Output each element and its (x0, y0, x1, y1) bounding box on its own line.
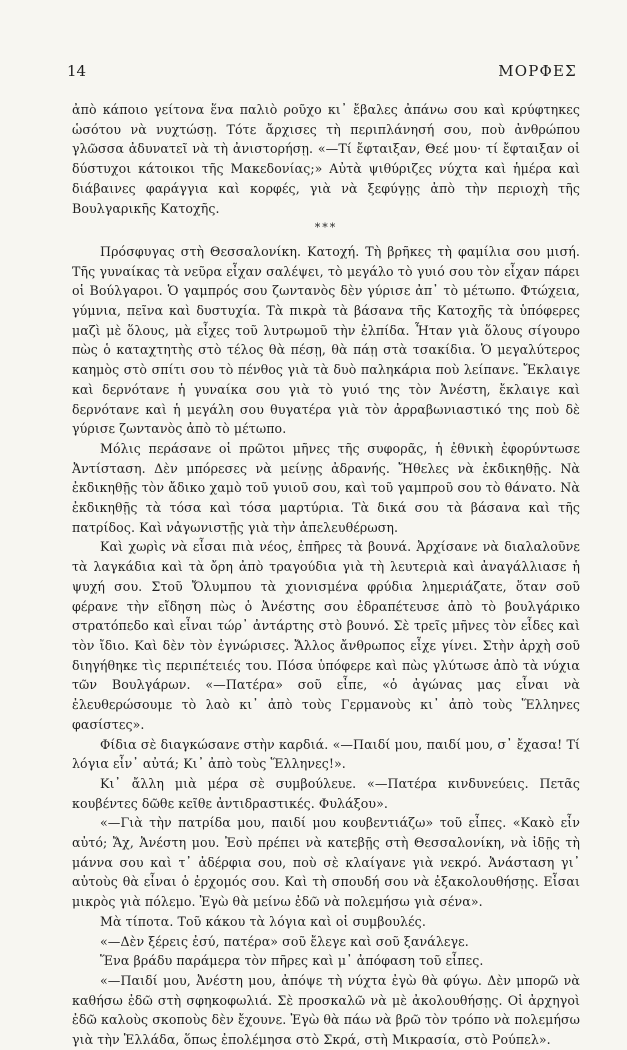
paragraph: «—Παιδί μου, Ἀνέστη μου, ἀπόψε τὴ νύχτα ἐγὼ θὰ φύγω. Δὲν μπορῶ νὰ καθήσω ἐδῶ στὴ σφηκοφωλιά. Σὲ προσκαλῶ νὰ μὲ ἀκολουθήσῃς. Οἱ ἀρχηγοὶ ἐδῶ καλοὺς σκοποὺς δὲν ἔχουνε. Ἐγὼ θὰ πάω νὰ βρῶ τὸν τρόπο νὰ πολεμήσω γιὰ τὴν Ἑλλάδα, ὅπως ἐπολέμησα στὸ Σκρά, στὴ Μικρασία, στὸ Ρούπελ». (72, 972, 580, 1048)
paragraph: Φίδια σὲ διαγκώσανε στὴν καρδιά. «—Παιδί μου, παιδί μου, σ᾿ ἔχασα! Τί λόγια εἶν᾿ αὐτά; Κι᾿ ἀπὸ τοὺς Ἕλληνες!». (72, 736, 580, 772)
paragraph: ἀπὸ κάποιο γείτονα ἕνα παλιὸ ροῦχο κι᾿ ἔβαλες ἀπάνω σου καὶ κρύφτηκες ὡσότου νὰ νυχτώσῃ. Τότε ἄρχισες τὴ περιπλάνησή σου, ποὺ ἀνθρώπου γλῶσσα ἀδυνατεῖ νὰ τὴ ἀνιστορήσῃ. «—Τί ἔφταιξαν, Θεέ μου· τί ἔφταιξαν οἱ δύστυχοι κάτοικοι τῆς Μακεδονίας;» Αὐτὰ ψιθύριζες νύχτα καὶ ἡμέρα καὶ διάβαινες φαράγγια καὶ κορφές, γιὰ νὰ ξεφύγῃς ἀπὸ τὴν περιοχὴ τῆς Βουλγαρικῆς Κατοχῆς. (72, 102, 580, 216)
running-title: ΜΟΡΦΕΣ (498, 62, 577, 80)
page-header (67, 62, 577, 84)
paragraph: Μόλις περάσανε οἱ πρῶτοι μῆνες τῆς συφορᾶς, ἡ ἐθνικὴ ἐφορύντωσε Ἀντίσταση. Δὲν μπόρεσες νὰ μείνῃς ἀδρανής. Ἤθελες νὰ ἐκδικηθῇς. Νὰ ἐκδικηθῇς τὸν ἄδικο χαμὸ τοῦ γυιοῦ σου, καὶ τοῦ γαμπροῦ σου τὸ θάνατο. Νὰ ἐκδικηθῇς τὰ τόσα καὶ τόσα μαρτύρια. Τὰ δικά σου τὰ βάσανα καὶ τῆς πατρίδος. Καὶ νἀγωνιστῇς γιὰ τὴν ἀπελευθέρωση. (72, 440, 580, 535)
paragraph: «—Γιὰ τὴν πατρίδα μου, παιδί μου κουβεντιάζω» τοῦ εἶπες. «Κακὸ εἶν αὐτό; Ἄχ, Ἀνέστη μου. Ἐσὺ πρέπει νὰ κατεβῇς στὴ Θεσσαλονίκη, νὰ ἰδῇς τὴ μάννα σου καὶ τ᾿ ἀδέρφια σου, ποὺ σὲ κλαίγανε γιὰ νεκρό. Ἀνάσταση γι᾿ αὐτοὺς θὰ εἶναι ὁ ἐρχομός σου. Καὶ τὴ σπουδή σου νὰ ἐξακολουθήσῃς. Εἶσαι μικρὸς γιὰ πόλεμο. Ἐγὼ θὰ μείνω ἐδῶ νὰ πολεμήσω γιὰ σένα». (72, 815, 580, 910)
page-body (72, 100, 580, 1050)
paragraph: Πρόσφυγας στὴ Θεσσαλονίκη. Κατοχή. Τὴ βρῆκες τὴ φαμίλια σου μισή. Τῆς γυναίκας τὰ νεῦρα εἶχαν σαλέψει, τὸ μεγάλο τὸ γυιό σου τὸν εἶχαν πάρει οἱ Βούλγαροι. Ὁ γαμπρός σου ζωντανὸς δὲν γύρισε ἀπ᾿ τὸ μέτωπο. Φτώχεια, γύμνια, πεῖνα καὶ δυστυχία. Τὰ πικρὰ τὰ βάσανα τῆς Κατοχῆς τὰ ὑπόφερες μαζὶ μὲ ὅλους, μὰ εἶχες τοῦ λυτρωμοῦ τὴν ἐλπίδα. Ἦταν γιὰ ὅλους σίγουρο πὼς ὁ καταχτητὴς στὸ τέλος θὰ πέσῃ, θὰ πάῃ στὰ τσακίδια. Ὁ μεγαλύτερος καημὸς στὸ σπίτι σου τὸ πένθος γιὰ τὰ δυὸ παληκάρια ποὺ λείπανε. Ἔκλαιγε καὶ δερνότανε ἡ γυναίκα σου γιὰ τὸ γυιό της τὸν Ἀνέστη, ἔκλαιγε καὶ δερνότανε καὶ ἡ μεγάλη σου θυγατέρα γιὰ τὸν ἀρραβωνιαστικό της ποὺ δὲ γύρισε ζωντανὸς ἀπὸ τὸ μέτωπο. (72, 243, 580, 437)
paragraph: Μὰ τίποτα. Τοῦ κάκου τὰ λόγια καὶ οἱ συμβουλές. (100, 913, 426, 929)
section-separator: *** (314, 221, 338, 235)
page-number: 14 (67, 62, 87, 80)
paragraph: «—Δὲν ξέρεις ἐσύ, πατέρα» σοῦ ἔλεγε καὶ σοῦ ξανάλεγε. (100, 933, 469, 949)
paragraph: Ἕνα βράδυ παράμερα τὸν πῆρες καὶ μ᾿ ἀπόφαση τοῦ εἶπες. (100, 953, 484, 969)
paragraph: Καὶ χωρὶς νὰ εἶσαι πιὰ νέος, ἐπῆρες τὰ βουνά. Ἀρχίσανε νὰ διαλαλοῦνε τὰ λαγκάδια καὶ τὰ ὄρη ἀπὸ τραγούδια γιὰ τὴ λευτεριὰ καὶ ἀναγάλλιασε ἡ ψυχή σου. Στοῦ Ὄλυμπου τὰ χιονισμένα φρύδια λημεριάζατε, ὅταν σοῦ φέρανε τὴν εἴδηση πὼς ὁ Ἀνέστης σου ἐδραπέτευσε ἀπὸ τὸ βουλγάρικο στρατόπεδο καὶ εἶναι τώρ᾿ ἀντάρτης στὸ βουνό. Σὲ τρεῖς μῆνες τὸν εἶδες καὶ τὸν ἴδιο. Καὶ δὲν τὸν ἐγνώρισες. Ἄλλος ἄνθρωπος εἶχε γίνει. Στὴν ἀρχὴ σοῦ διηγήθηκε τὶς περιπέτειές του. Πόσα ὑπόφερε καὶ πὼς γλύτωσε ἀπὸ τὰ νύχια τῶν Βουλγάρων. «—Πατέρα» σοῦ εἶπε, «ὁ ἀγώνας μας εἶναι νὰ ἐλευθερώσουμε τὸ λαὸ κι᾿ ἀπὸ τοὺς Γερμανοὺς κι᾿ ἀπὸ τοὺς Ἕλληνες φασίστες». (72, 539, 580, 732)
paragraph: Κι᾿ ἄλλη μιὰ μέρα σὲ συμβούλευε. «—Πατέρα κινδυνεύεις. Πετᾶς κουβέντες δῶθε κεῖθε ἀντιδραστικές. Φυλάξου». (72, 775, 580, 811)
